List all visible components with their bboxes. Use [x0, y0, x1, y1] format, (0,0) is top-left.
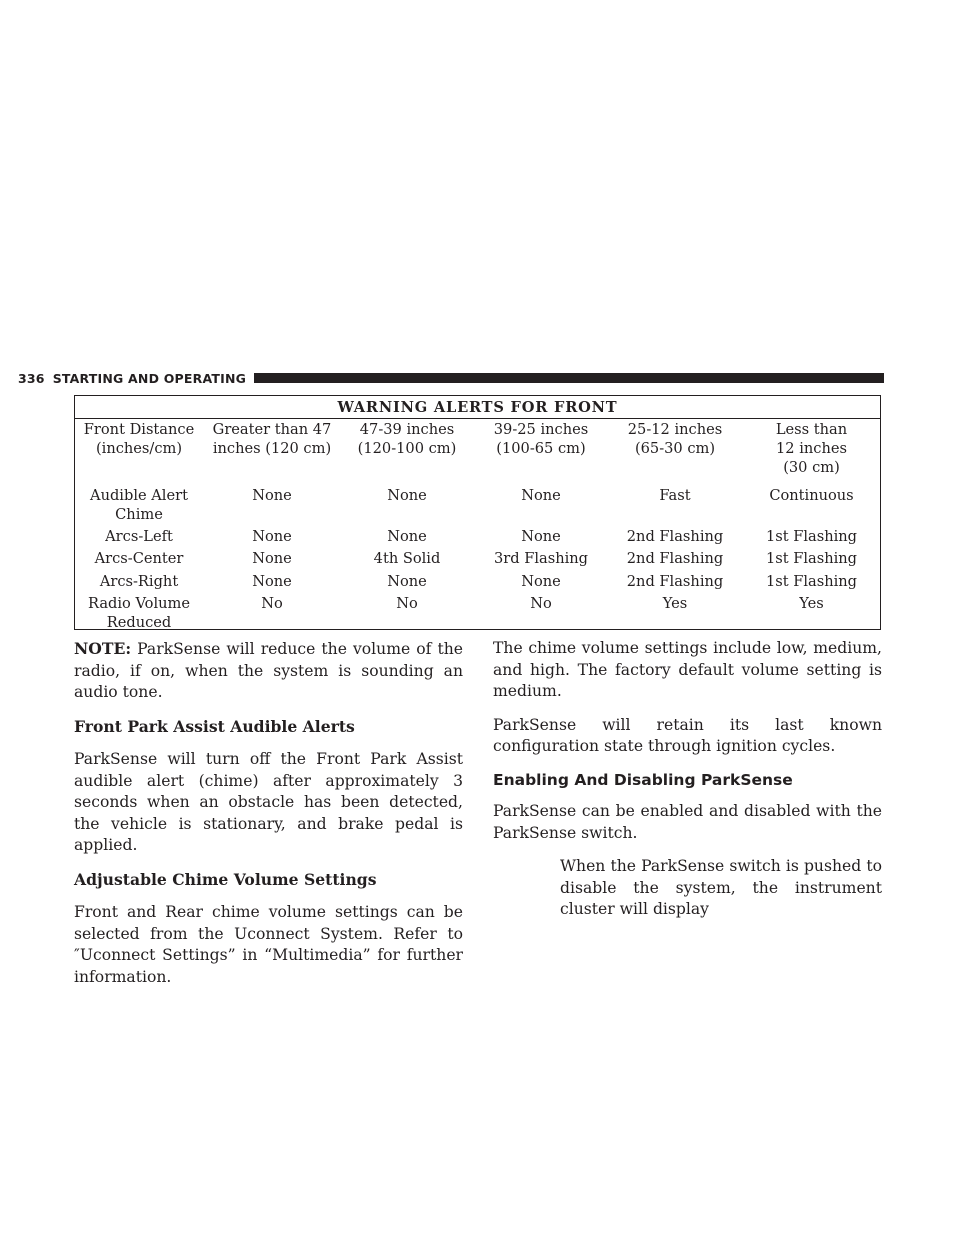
table-cell	[608, 569, 742, 591]
table-cell	[204, 483, 340, 524]
cell-line: 1st Flashing	[765, 527, 858, 545]
table-cell	[204, 569, 340, 591]
table-title: WARNING ALERTS FOR FRONT	[74, 395, 881, 419]
cell-line: Greater than 47	[212, 421, 332, 438]
cell-line: (100-65 cm)	[496, 440, 586, 457]
row-label-cell	[74, 524, 204, 546]
paragraph-enable-switch: ParkSense can be enabled and disabled with the ParkSense switch.	[493, 802, 882, 842]
table-row	[74, 546, 881, 569]
table-cell	[742, 591, 881, 633]
row-label-cell	[74, 419, 204, 483]
cell-line: None	[252, 486, 292, 504]
table-cell	[474, 546, 608, 569]
header-rule	[254, 373, 884, 383]
paragraph-chime-volume: Front and Rear chime volume settings can be selected from the Uconnect System. Refer to ″Uconnect Settings” in “Multimedia” for further information.	[74, 903, 463, 986]
cell-line: Front Distance	[83, 421, 195, 438]
table-cell	[474, 419, 608, 483]
cell-line: None	[387, 486, 427, 504]
table-cell	[474, 483, 608, 524]
table-cell	[204, 546, 340, 569]
cell-line: Fast	[659, 486, 691, 504]
table-cell	[742, 546, 881, 569]
cell-line: Chime	[115, 505, 163, 523]
cell-line: None	[521, 486, 561, 504]
cell-line: inches (120 cm)	[212, 440, 332, 457]
cell-line: No	[530, 594, 552, 612]
row-label-cell	[74, 546, 204, 569]
cell-line: Reduced	[106, 613, 172, 631]
cell-line: (65-30 cm)	[634, 440, 716, 457]
cell-line: 2nd Flashing	[626, 527, 724, 545]
cell-line: No	[261, 594, 283, 612]
cell-line: 1st Flashing	[765, 549, 858, 567]
table-cell	[474, 591, 608, 633]
page-header	[18, 369, 884, 387]
cell-line: Yes	[799, 594, 824, 612]
heading-front-park-assist: Front Park Assist Audible Alerts	[74, 716, 355, 736]
warning-alerts-table	[74, 395, 881, 633]
cell-line: Arcs-Right	[99, 572, 179, 590]
cell-line: None	[521, 527, 561, 545]
cell-line: (inches/cm)	[95, 440, 183, 457]
table-cell	[608, 591, 742, 633]
left-column	[74, 638, 463, 1000]
cell-line: None	[252, 527, 292, 545]
cell-line: Radio Volume	[88, 594, 190, 612]
cell-line: 39-25 inches	[493, 421, 589, 438]
cell-line: Continuous	[769, 486, 854, 504]
cell-line: 47-39 inches	[359, 421, 455, 438]
table-cell	[742, 419, 881, 483]
paragraph-audible-alerts: ParkSense will turn off the Front Park Assist audible alert (chime) after approximately 3 seconds when an obstacle has been detected, the vehicle is stationary, and brake pedal is applied.	[74, 750, 463, 854]
note-label: NOTE:	[74, 639, 132, 658]
table-cell	[204, 591, 340, 633]
table-row	[74, 419, 881, 483]
table-cell	[608, 483, 742, 524]
paragraph-retain-config: ParkSense will retain its last known configuration state through ignition cycles.	[493, 715, 882, 755]
cell-line: Arcs-Center	[94, 549, 184, 567]
cell-line: Yes	[662, 594, 688, 612]
table-row	[74, 591, 881, 633]
table-row	[74, 569, 881, 591]
page-number: 336	[18, 370, 45, 386]
table-cell	[340, 524, 474, 546]
cell-line: No	[396, 594, 418, 612]
cell-line: None	[252, 549, 292, 567]
cell-line: Audible Alert	[90, 486, 188, 504]
note-text: ParkSense will reduce the volume of the radio, if on, when the system is sounding an audio tone.	[74, 640, 463, 701]
table-cell	[340, 546, 474, 569]
table-cell	[340, 483, 474, 524]
cell-line: (120-100 cm)	[357, 440, 457, 457]
cell-line: 25-12 inches	[627, 421, 723, 438]
heading-enabling-disabling: Enabling And Disabling ParkSense	[493, 770, 793, 789]
cell-line: None	[252, 572, 292, 590]
cell-line: 3rd Flashing	[493, 549, 589, 567]
cell-line: Less than	[775, 421, 848, 438]
table-row	[74, 524, 881, 546]
cell-line: 12 inches	[776, 440, 847, 457]
table-cell	[340, 591, 474, 633]
table-cell	[474, 524, 608, 546]
paragraph-switch-display: When the ParkSense switch is pushed to disable the system, the instrument cluster will display	[560, 857, 882, 918]
table-cell	[474, 569, 608, 591]
cell-line: 2nd Flashing	[626, 549, 724, 567]
heading-chime-volume: Adjustable Chime Volume Settings	[74, 869, 377, 889]
note-paragraph	[74, 638, 463, 704]
cell-line: 2nd Flashing	[626, 572, 724, 590]
table-cell	[204, 419, 340, 483]
table-cell	[742, 483, 881, 524]
table-cell	[608, 419, 742, 483]
table-cell	[204, 524, 340, 546]
row-label-cell	[74, 483, 204, 524]
cell-line: None	[521, 572, 561, 590]
table-cell	[340, 569, 474, 591]
table-cell	[608, 546, 742, 569]
paragraph-chime-settings: The chime volume settings include low, medium, and high. The factory default volume setting is medium.	[493, 639, 882, 700]
cell-line: None	[387, 572, 427, 590]
cell-line: 1st Flashing	[765, 572, 858, 590]
table-row	[74, 483, 881, 524]
row-label-cell	[74, 591, 204, 633]
cell-line: None	[387, 527, 427, 545]
row-label-cell	[74, 569, 204, 591]
table-cell	[608, 524, 742, 546]
table-cell	[742, 569, 881, 591]
section-title: STARTING AND OPERATING	[52, 370, 247, 386]
cell-line: (30 cm)	[783, 459, 840, 476]
cell-line: 4th Solid	[373, 549, 441, 567]
cell-line: Arcs-Left	[105, 527, 173, 545]
table-cell	[742, 524, 881, 546]
table-cell	[340, 419, 474, 483]
right-column	[493, 638, 882, 933]
